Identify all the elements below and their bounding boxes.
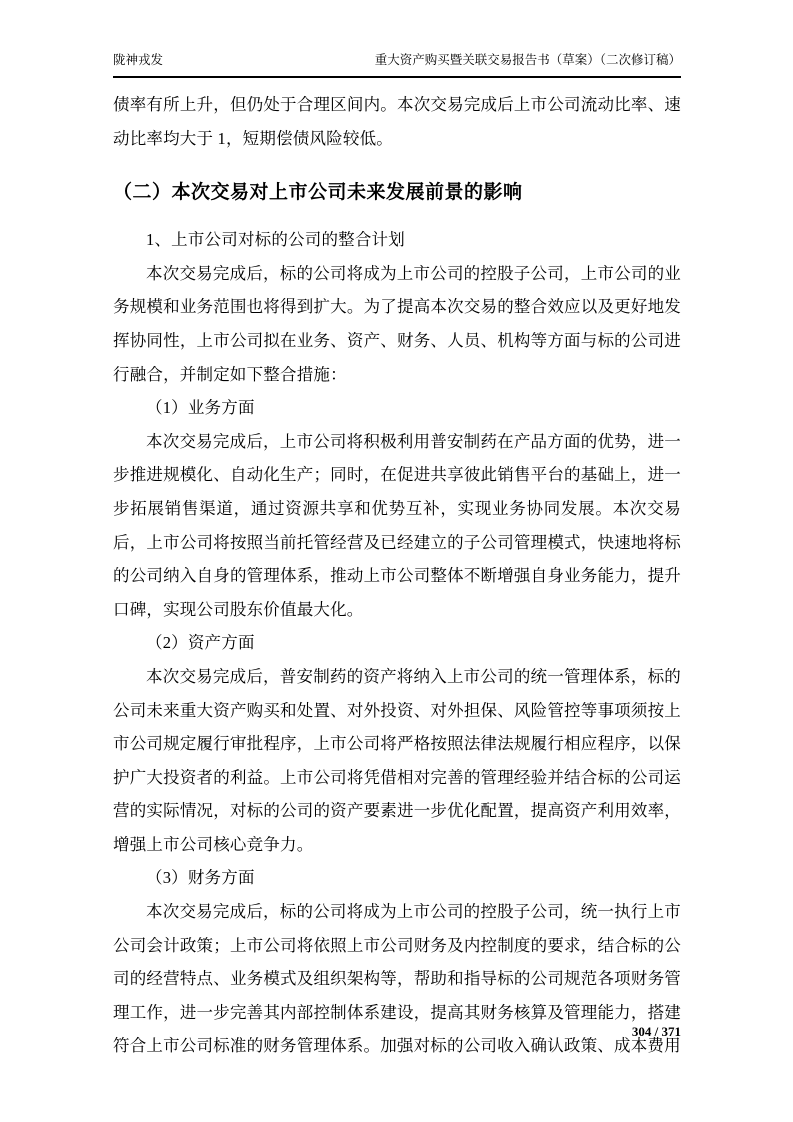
paragraph: 1、上市公司对标的公司的整合计划 bbox=[146, 230, 405, 250]
section-heading: （二）本次交易对上市公司未来发展前景的影响 bbox=[113, 182, 523, 204]
paragraph: 本次交易完成后，普安制药的资产将纳入上市公司的统一管理体系，标的公司未来重大资产购买和处置、对外投资、对外担保、风险管控等事项须按上市公司规定履行审批程序，上市公司将严格按照法律法规履行相应程序，以保护广大投资者的利益。上市公司将凭借相对完善的管理经验并结合标的公司运营的实际情况，对标的公司的资产要素进一步优化配置，提高资产利用效率，增强上市公司核心竞争力。 bbox=[113, 666, 681, 854]
page-number: 304 / 371 bbox=[631, 1024, 681, 1039]
page-header bbox=[113, 52, 681, 78]
document-body bbox=[113, 88, 681, 1063]
page-footer bbox=[632, 1024, 681, 1040]
paragraph: （1）业务方面 bbox=[146, 398, 255, 418]
paragraph: 本次交易完成后，标的公司将成为上市公司的控股子公司，统一执行上市公司会计政策；上市公司将依照上市公司财务及内控制度的要求，结合标的公司的经营特点、业务模式及组织架构等，帮助和指导标的公司规范各项财务管理工作，进一步完善其内部控制体系建设，提高其财务核算及管理能力，搭建符合上市公司标准的财务管理体系。加强对标的公司收入确认政策、成本费用 bbox=[113, 902, 681, 1056]
header-report-title: 重大资产购买暨关联交易报告书（草案）（二次修订稿） bbox=[374, 53, 681, 67]
paragraph: 本次交易完成后，标的公司将成为上市公司的控股子公司，上市公司的业务规模和业务范围也将得到扩大。为了提高本次交易的整合效应以及更好地发挥协同性，上市公司拟在业务、资产、财务、人员、机构等方面与标的公司进行融合，并制定如下整合措施： bbox=[113, 263, 681, 384]
paragraph: 本次交易完成后，上市公司将积极利用普安制药在产品方面的优势，进一步推进规模化、自动化生产；同时，在促进共享彼此销售平台的基础上，进一步拓展销售渠道，通过资源共享和优势互补，实现业务协同发展。本次交易后，上市公司将按照当前托管经营及已经建立的子公司管理模式，快速地将标的公司纳入自身的管理体系，推动上市公司整体不断增强自身业务能力，提升口碑，实现公司股东价值最大化。 bbox=[113, 431, 681, 619]
paragraph: （3）财务方面 bbox=[146, 868, 255, 888]
header-company-name: 陇神戎发 bbox=[113, 53, 164, 67]
paragraph: 债率有所上升，但仍处于合理区间内。本次交易完成后上市公司流动比率、速动比率均大于 1，短期偿债风险较低。 bbox=[113, 95, 681, 148]
paragraph: （2）资产方面 bbox=[146, 633, 255, 653]
